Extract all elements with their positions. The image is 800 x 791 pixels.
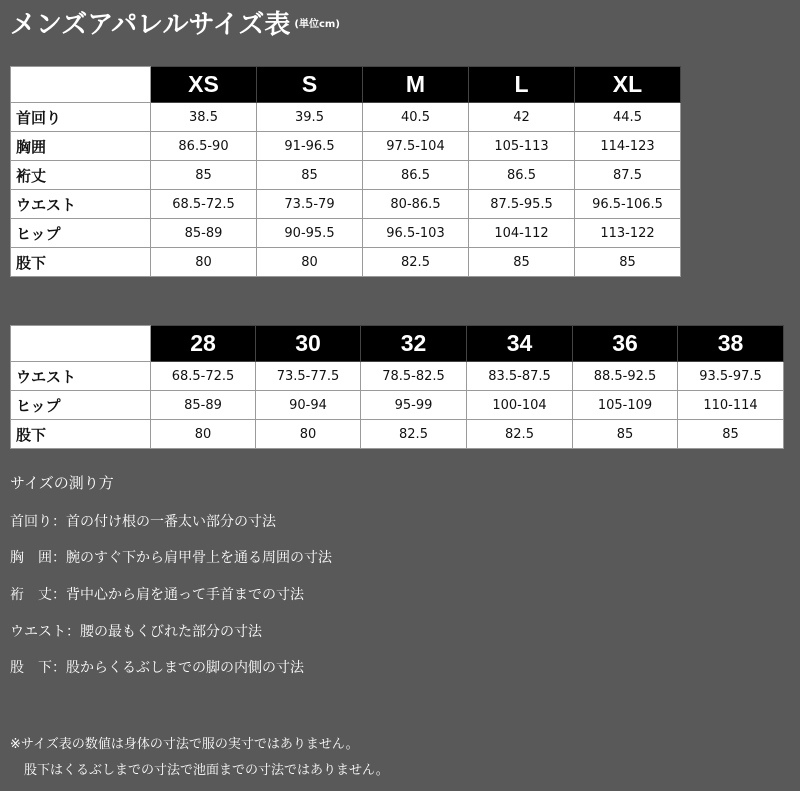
table-cell: 80 (151, 248, 257, 277)
row-label: 首回り (11, 103, 151, 132)
title-text: メンズアパレルサイズ表 (10, 10, 291, 40)
table-cell: 85 (469, 248, 575, 277)
size-header: 28 (151, 326, 256, 362)
table-cell: 80 (151, 420, 256, 449)
table-cell: 42 (469, 103, 575, 132)
size-header: L (469, 67, 575, 103)
table-cell: 38.5 (151, 103, 257, 132)
row-label: 裄丈 (11, 161, 151, 190)
table-row (11, 248, 681, 277)
table-cell: 80 (256, 420, 361, 449)
table-cell: 88.5-92.5 (573, 362, 678, 391)
apparel-size-table (10, 66, 681, 277)
table-row (11, 219, 681, 248)
table-cell: 113-122 (575, 219, 681, 248)
row-label: 股下 (11, 420, 151, 449)
table-cell: 40.5 (363, 103, 469, 132)
row-label: ウエスト (11, 362, 151, 391)
table-row (11, 132, 681, 161)
table-cell: 68.5-72.5 (151, 362, 256, 391)
size-header: 32 (361, 326, 467, 362)
table-row (11, 420, 784, 449)
table-cell: 91-96.5 (257, 132, 363, 161)
size-header: S (257, 67, 363, 103)
table-cell: 114-123 (575, 132, 681, 161)
page-title (10, 4, 340, 41)
table-row (11, 161, 681, 190)
table-cell: 82.5 (361, 420, 467, 449)
table-header-row (11, 326, 784, 362)
size-header: XS (151, 67, 257, 103)
table-cell: 87.5-95.5 (469, 190, 575, 219)
table-cell: 85 (678, 420, 784, 449)
table-cell: 85-89 (151, 219, 257, 248)
table-cell: 39.5 (257, 103, 363, 132)
table-cell: 82.5 (363, 248, 469, 277)
table-cell: 85 (151, 161, 257, 190)
table-cell: 80 (257, 248, 363, 277)
table-cell: 86.5 (363, 161, 469, 190)
header-corner (11, 326, 151, 362)
table-cell: 90-94 (256, 391, 361, 420)
table-cell: 68.5-72.5 (151, 190, 257, 219)
pants-size-table (10, 325, 784, 449)
row-label: ヒップ (11, 391, 151, 420)
table-cell: 85-89 (151, 391, 256, 420)
table-cell: 110-114 (678, 391, 784, 420)
table-cell: 87.5 (575, 161, 681, 190)
size-header: XL (575, 67, 681, 103)
size-header: M (363, 67, 469, 103)
table-header-row (11, 67, 681, 103)
footnote: ※サイズ表の数値は身体の寸法で服の実寸ではありません。 (10, 737, 359, 752)
table-cell: 95-99 (361, 391, 467, 420)
table-cell: 82.5 (467, 420, 573, 449)
table-cell: 86.5 (469, 161, 575, 190)
table-row (11, 391, 784, 420)
table-cell: 85 (575, 248, 681, 277)
table-row (11, 103, 681, 132)
size-header: 36 (573, 326, 678, 362)
table-cell: 105-109 (573, 391, 678, 420)
row-label: ヒップ (11, 219, 151, 248)
table-cell: 96.5-103 (363, 219, 469, 248)
table-cell: 73.5-77.5 (256, 362, 361, 391)
table-cell: 78.5-82.5 (361, 362, 467, 391)
unit-label: (単位cm) (294, 19, 340, 30)
table-cell: 97.5-104 (363, 132, 469, 161)
table-cell: 73.5-79 (257, 190, 363, 219)
table-cell: 83.5-87.5 (467, 362, 573, 391)
row-label: ウエスト (11, 190, 151, 219)
table-cell: 93.5-97.5 (678, 362, 784, 391)
table-cell: 85 (257, 161, 363, 190)
table-cell: 105-113 (469, 132, 575, 161)
size-header: 38 (678, 326, 784, 362)
table-row (11, 362, 784, 391)
table-cell: 86.5-90 (151, 132, 257, 161)
guide-item-chest: 胸 囲：腕のすぐ下から肩甲骨上を通る周囲の寸法 (10, 550, 332, 566)
table-cell: 100-104 (467, 391, 573, 420)
size-header: 30 (256, 326, 361, 362)
measurement-guide-title: サイズの測り方 (10, 474, 114, 492)
table-row (11, 190, 681, 219)
table-cell: 85 (573, 420, 678, 449)
table-cell: 90-95.5 (257, 219, 363, 248)
guide-item-sleeve: 裄 丈：背中心から肩を通って手首までの寸法 (10, 587, 304, 603)
table-cell: 44.5 (575, 103, 681, 132)
size-header: 34 (467, 326, 573, 362)
table-cell: 96.5-106.5 (575, 190, 681, 219)
guide-item-inseam: 股 下：股からくるぶしまでの脚の内側の寸法 (10, 660, 304, 676)
guide-item-neck: 首回り：首の付け根の一番太い部分の寸法 (10, 514, 276, 530)
table-cell: 104-112 (469, 219, 575, 248)
row-label: 股下 (11, 248, 151, 277)
header-corner (11, 67, 151, 103)
guide-item-waist: ウエスト：腰の最もくびれた部分の寸法 (10, 624, 262, 640)
row-label: 胸囲 (11, 132, 151, 161)
footnote: 股下はくるぶしまでの寸法で池面までの寸法ではありません。 (24, 763, 389, 778)
table-cell: 80-86.5 (363, 190, 469, 219)
